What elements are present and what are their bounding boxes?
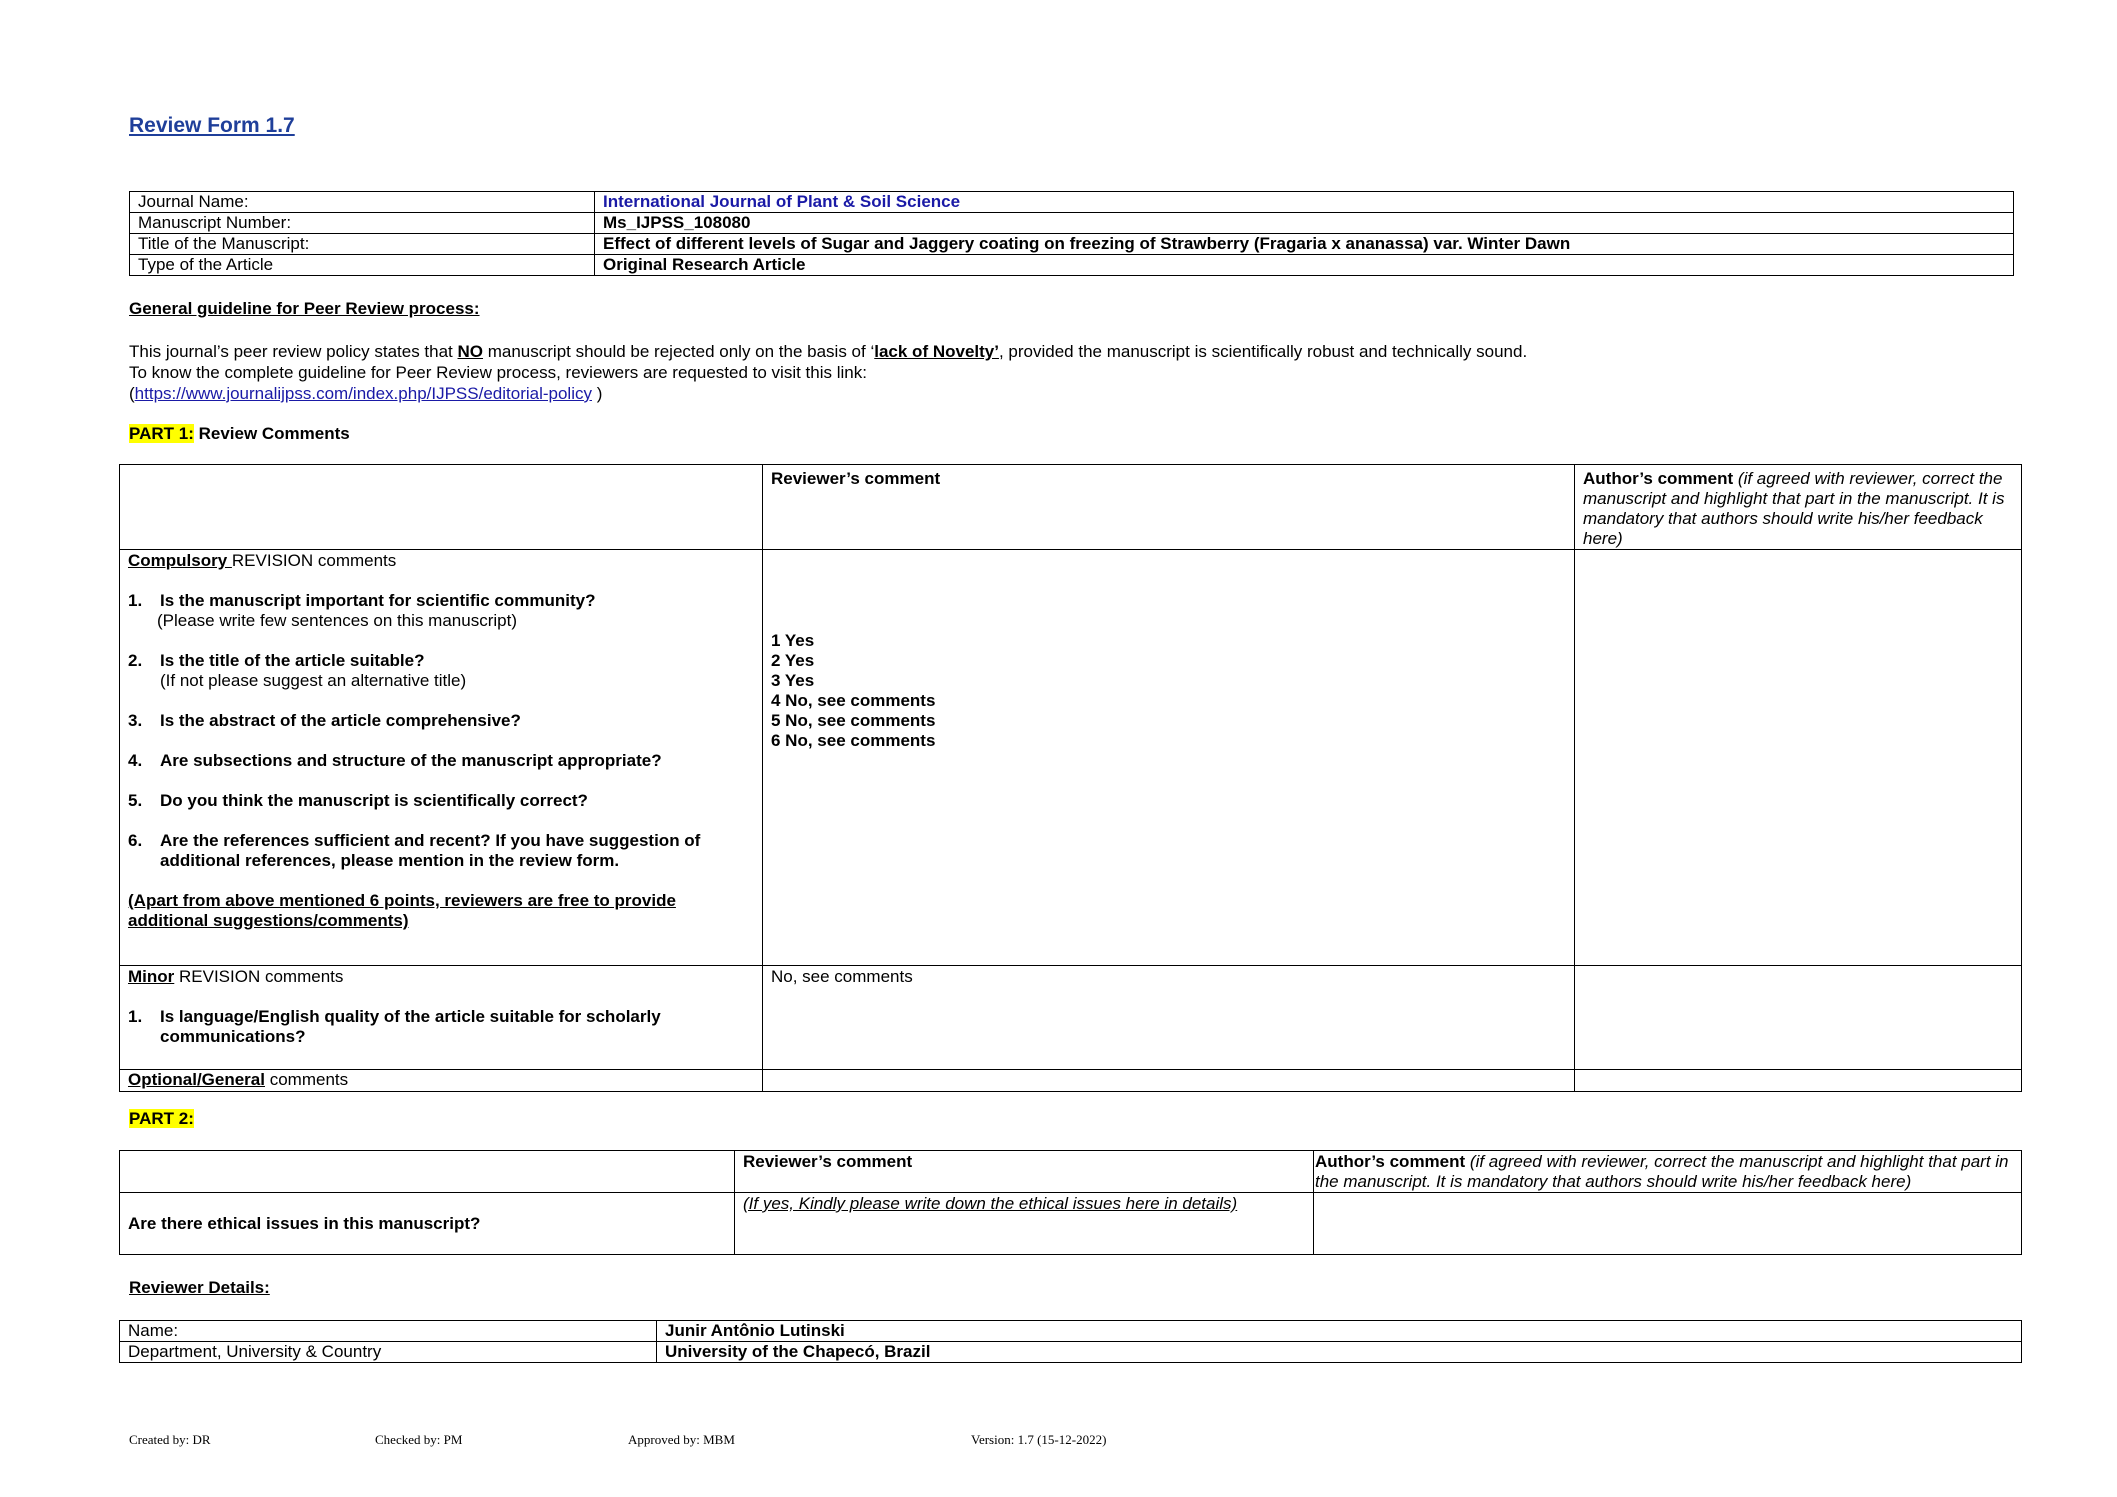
question-number: 2. (128, 651, 143, 670)
compulsory-heading (128, 551, 754, 571)
reviewer-comment-header: Reviewer’s comment (735, 1151, 1314, 1193)
header-blank-cell (120, 465, 763, 550)
journal-name-label: Journal Name: (130, 192, 595, 213)
guideline-link-intro: To know the complete guideline for Peer Review process, reviewers are requested to visit this link: (129, 363, 867, 382)
header-blank-cell (120, 1151, 735, 1193)
question-item (128, 831, 754, 871)
part1-heading (129, 424, 350, 444)
optional-row (120, 1070, 2022, 1092)
compulsory-questions-cell (120, 550, 763, 966)
compulsory-row (120, 550, 2022, 966)
table-row (130, 213, 2014, 234)
author-comment-bold: Author’s comment (1583, 469, 1734, 488)
compulsory-author-cell[interactable] (1575, 550, 2022, 966)
ethical-reviewer-note: (If yes, Kindly please write down the ethical issues here in details) (743, 1194, 1238, 1213)
question-text: Are subsections and structure of the manuscript appropriate? (160, 751, 662, 770)
ethical-question: Are there ethical issues in this manuscript? (120, 1193, 735, 1255)
part1-title: Review Comments (193, 424, 350, 443)
guideline-paragraph (129, 341, 2079, 362)
part1-label: PART 1: (129, 424, 194, 443)
footer-version: Version: 1.7 (15-12-2022) (971, 1432, 1107, 1447)
paren-open: ( (129, 384, 135, 403)
question-item (128, 711, 754, 731)
reviewer-comment-header: Reviewer’s comment (763, 465, 1575, 550)
answer-item: 4 No, see comments (771, 691, 936, 710)
question-text: Is language/English quality of the article suitable for scholarly communications? (160, 1007, 661, 1046)
minor-rest: REVISION comments (174, 967, 344, 986)
manuscript-info-table (129, 191, 2014, 276)
question-number: 4. (128, 751, 143, 770)
guideline-text-a: This journal’s peer review policy states that (129, 342, 458, 361)
manuscript-number-label: Manuscript Number: (130, 213, 595, 234)
guideline-novelty: lack of Novelty’ (874, 342, 999, 361)
reviewer-affiliation-value: University of the Chapecó, Brazil (657, 1342, 2022, 1363)
table-row (130, 255, 2014, 276)
editorial-policy-link[interactable]: https://www.journalijpss.com/index.php/IJPSS/editorial-policy (134, 384, 592, 403)
question-item (128, 651, 754, 671)
manuscript-title-label: Title of the Manuscript: (130, 234, 595, 255)
compulsory-label: Compulsory (128, 551, 232, 570)
guideline-link-line (129, 383, 2079, 404)
optional-reviewer-cell[interactable] (763, 1070, 1575, 1092)
guideline-no: NO (457, 342, 484, 361)
question-subtext: (Please write few sentences on this manuscript) (157, 611, 517, 630)
table-row (130, 234, 2014, 255)
question-text: Do you think the manuscript is scientifically correct? (160, 791, 588, 810)
answer-item: 2 Yes (771, 651, 815, 670)
author-comment-header (1314, 1151, 2022, 1193)
question-text: Is the manuscript important for scientific community? (160, 591, 596, 610)
journal-name-value: International Journal of Plant & Soil Science (595, 192, 2014, 213)
reviewer-details-heading: Reviewer Details: (129, 1278, 270, 1297)
reviewer-name-label: Name: (120, 1321, 657, 1342)
optional-rest: comments (264, 1070, 349, 1089)
ethical-reviewer-cell[interactable] (735, 1193, 1314, 1255)
review-comments-table (119, 464, 2022, 1092)
table-header-row (120, 1151, 2022, 1193)
question-number: 3. (128, 711, 143, 730)
question-number: 5. (128, 791, 143, 810)
minor-questions-cell (120, 966, 763, 1070)
question-number: 6. (128, 831, 143, 850)
table-row (120, 1342, 2022, 1363)
optional-cell (120, 1070, 763, 1092)
optional-author-cell[interactable] (1575, 1070, 2022, 1092)
question-number: 1. (128, 1007, 143, 1026)
minor-label: Minor (128, 967, 175, 986)
question-text: Is the title of the article suitable? (160, 651, 425, 670)
part2-label: PART 2: (129, 1109, 194, 1128)
minor-heading (128, 967, 754, 987)
minor-answer-cell: No, see comments (763, 966, 1575, 1070)
question-text: Is the abstract of the article comprehensive? (160, 711, 521, 730)
manuscript-number-value: Ms_IJPSS_108080 (595, 213, 2014, 234)
question-subtext: (If not please suggest an alternative title) (160, 671, 467, 690)
ethical-row (120, 1193, 2022, 1255)
reviewer-details-table (119, 1320, 2022, 1363)
answer-item: 5 No, see comments (771, 711, 936, 730)
author-comment-bold: Author’s comment (1315, 1152, 1466, 1171)
question-item (128, 751, 754, 771)
article-type-label: Type of the Article (130, 255, 595, 276)
article-type-value: Original Research Article (595, 255, 2014, 276)
guideline-text (129, 341, 2079, 404)
guideline-heading: General guideline for Peer Review process: (129, 299, 480, 318)
footer-checked-by: Checked by: PM (375, 1432, 463, 1447)
compulsory-answers-cell (763, 550, 1575, 966)
question-item (128, 591, 754, 611)
optional-label: Optional/General (128, 1070, 265, 1089)
manuscript-title-value: Effect of different levels of Sugar and Jaggery coating on freezing of Strawberry (Fragaria x ananassa) var. Winter Dawn (595, 234, 2014, 255)
answer-item: 3 Yes (771, 671, 815, 690)
guideline-text-b: manuscript should be rejected only on the basis of ‘ (483, 342, 875, 361)
author-comment-note: (if agreed with reviewer, correct the manuscript and highlight that part in the manuscript. It is mandatory that authors should write his/her feedback here) (1315, 1152, 2009, 1191)
minor-row (120, 966, 2022, 1070)
paren-close: ) (592, 384, 603, 403)
reviewer-affiliation-label: Department, University & Country (120, 1342, 657, 1363)
question-item (128, 1007, 754, 1047)
author-comment-header (1575, 465, 2022, 550)
additional-suggestions-note: (Apart from above mentioned 6 points, reviewers are free to provide additional suggestions/comments) (128, 891, 676, 930)
table-row (120, 1321, 2022, 1342)
question-item (128, 791, 754, 811)
footer-created-by: Created by: DR (129, 1432, 211, 1447)
reviewer-name-value: Junir Antônio Lutinski (657, 1321, 2022, 1342)
form-title[interactable]: Review Form 1.7 (129, 114, 295, 137)
table-row (130, 192, 2014, 213)
ethical-author-cell[interactable] (1314, 1193, 2022, 1255)
question-text: Are the references sufficient and recent? If you have suggestion of additional references, please mention in the review form. (160, 831, 701, 870)
part2-heading (129, 1109, 194, 1129)
answer-item: 1 Yes (771, 631, 815, 650)
minor-author-cell[interactable] (1575, 966, 2022, 1070)
guideline-text-c: , provided the manuscript is scientifically robust and technically sound. (998, 342, 1528, 361)
question-number: 1. (128, 591, 143, 610)
answer-item: 6 No, see comments (771, 731, 936, 750)
footer-approved-by: Approved by: MBM (628, 1432, 735, 1447)
table-header-row (120, 465, 2022, 550)
author-comment-note: (if agreed with reviewer, correct the manuscript and highlight that part in the manuscript. It is mandatory that authors should write his/her feedback here) (1583, 469, 2005, 548)
ethical-issues-table (119, 1150, 2022, 1255)
compulsory-rest: REVISION comments (231, 551, 397, 570)
